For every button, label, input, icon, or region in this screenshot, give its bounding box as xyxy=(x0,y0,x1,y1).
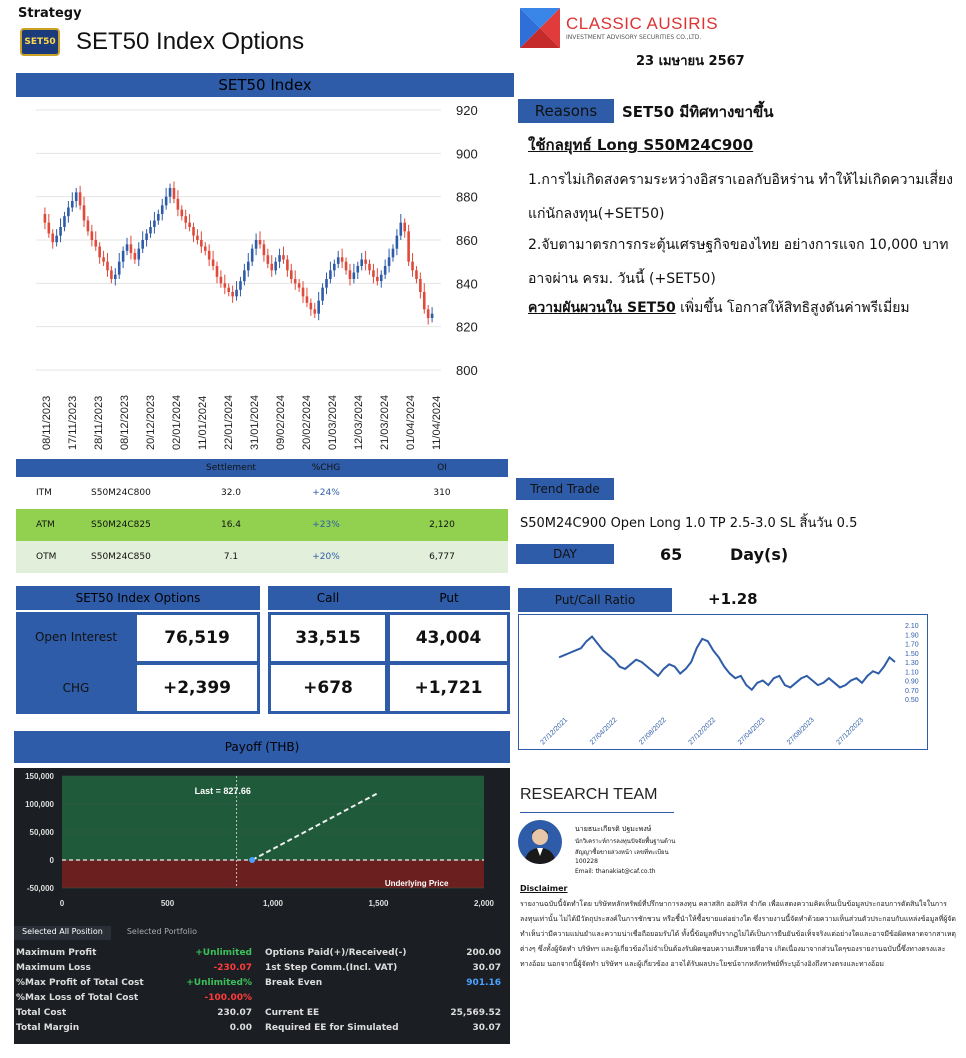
payoff-stat-right-label: Required EE for Simulated xyxy=(265,1023,399,1033)
candle-body xyxy=(302,288,305,297)
y-tick-label: 860 xyxy=(456,233,478,248)
x-tick-label: 11/01/2024 xyxy=(197,395,209,450)
payoff-x-tick: 2,000 xyxy=(473,899,495,908)
candle-body xyxy=(126,244,129,251)
payoff-chart xyxy=(14,768,510,926)
candle-body xyxy=(353,273,356,280)
candle-body xyxy=(407,231,410,261)
candle-body xyxy=(204,247,207,251)
candle-body xyxy=(212,260,215,267)
row-type: OTM xyxy=(36,552,57,562)
reasons-label: Reasons xyxy=(534,102,598,120)
candle-body xyxy=(278,255,281,262)
settlement-header-chg: %CHG xyxy=(311,463,341,473)
candle-body xyxy=(298,283,301,287)
set50-logo-text: SET50 xyxy=(24,37,56,47)
candle-body xyxy=(192,227,195,236)
candle-body xyxy=(380,275,383,282)
oi-label: Open Interest xyxy=(34,630,118,644)
break-even-point xyxy=(249,857,255,863)
payoff-stat-left-value: +Unlimited% xyxy=(186,978,252,988)
payoff-stat-right-row xyxy=(265,1008,501,1023)
tab-selected-all-position[interactable]: Selected All Position xyxy=(14,926,111,940)
candle-body xyxy=(294,279,297,283)
x-tick-label: 02/01/2024 xyxy=(171,394,183,450)
reasons-point-3-bold: ความผันผวนใน SET50 xyxy=(528,300,676,316)
row-oi: 310 xyxy=(433,488,451,498)
candle-body xyxy=(274,262,277,271)
settlement-row-otm xyxy=(16,541,508,573)
oi-call: 33,515 xyxy=(269,613,387,663)
pcr-x-tick: 27/12/2021 xyxy=(539,716,570,747)
pcr-badge xyxy=(518,588,672,612)
settlement-header-row xyxy=(16,459,508,477)
row-type: ITM xyxy=(36,488,52,498)
candle-body xyxy=(227,288,230,292)
x-tick-label: 28/11/2023 xyxy=(93,395,105,450)
candle-body xyxy=(345,262,348,271)
candle-body xyxy=(290,270,293,279)
report-date: 23 เมษายน 2567 xyxy=(636,54,745,69)
payoff-stat-left-label: %Max Loss of Total Cost xyxy=(16,993,139,1003)
candle-body xyxy=(98,247,101,258)
payoff-x-tick: 0 xyxy=(59,899,65,908)
pcr-y-tick: 1.70 xyxy=(905,641,919,649)
candle-body xyxy=(239,281,242,290)
payoff-stat-right-row xyxy=(265,963,501,978)
tab-selected-portfolio[interactable]: Selected Portfolio xyxy=(126,927,197,936)
underlying-price-label: Underlying Price xyxy=(384,879,449,888)
row-chg: +20% xyxy=(312,552,340,562)
payoff-tabs xyxy=(14,926,510,940)
candle-body xyxy=(59,227,62,236)
payoff-stat-left-label: Total Margin xyxy=(16,1023,80,1033)
payoff-y-tick: 150,000 xyxy=(25,772,54,781)
candle-body xyxy=(130,244,133,253)
pcr-value: +1.28 xyxy=(708,590,758,608)
chg-put: +1,721 xyxy=(388,663,509,713)
pcr-y-tick: 1.10 xyxy=(905,669,919,677)
candle-body xyxy=(122,251,125,262)
candle-body xyxy=(310,303,313,310)
candle-body xyxy=(368,264,371,271)
oi-put: 43,004 xyxy=(388,613,509,663)
payoff-stat-left-row xyxy=(16,963,252,978)
candle-body xyxy=(259,240,262,244)
payoff-stat-left-row xyxy=(16,993,252,1008)
analyst-email: Email: thanakiat@caf.co.th xyxy=(575,868,656,875)
payoff-title xyxy=(14,731,510,763)
disclaimer-title: Disclaimer xyxy=(520,884,568,893)
row-series: S50M24C825 xyxy=(91,520,151,530)
options-summary-title xyxy=(16,586,260,610)
payoff-stat-left-row xyxy=(16,1023,252,1038)
candle-body xyxy=(220,277,223,284)
day-badge xyxy=(516,544,614,564)
candle-body xyxy=(427,309,430,318)
payoff-stats-left xyxy=(16,948,252,1038)
payoff-y-tick: 0 xyxy=(49,856,54,865)
research-title: RESEARCH TEAM xyxy=(520,786,658,803)
chg-label: CHG xyxy=(62,681,90,695)
pcr-y-tick: 1.30 xyxy=(905,660,919,667)
pcr-chart xyxy=(518,614,928,750)
candle-body xyxy=(145,234,148,241)
candle-body xyxy=(411,262,414,271)
set50-logo xyxy=(20,28,60,56)
candle-body xyxy=(329,270,332,279)
candle-body xyxy=(188,223,191,227)
row-series: S50M24C850 xyxy=(91,552,151,562)
candle-body xyxy=(134,253,137,260)
page-title: SET50 Index Options xyxy=(76,28,305,55)
trend-trade-text: S50M24C900 Open Long 1.0 TP 2.5-3.0 SL สิ้นวัน 0.5 xyxy=(520,516,858,531)
pcr-y-tick: 1.90 xyxy=(905,632,919,640)
payoff-stat-left-value: 230.07 xyxy=(217,1008,252,1018)
candle-body xyxy=(270,264,273,271)
day-label: DAY xyxy=(553,547,577,561)
payoff-stat-left-value: -230.07 xyxy=(213,963,252,973)
x-tick-label: 08/11/2023 xyxy=(41,395,53,450)
settlement-header-series xyxy=(91,459,186,477)
pcr-x-tick: 27/04/2023 xyxy=(736,716,767,747)
row-chg: +24% xyxy=(312,488,340,498)
pcr-x-tick: 27/04/2022 xyxy=(588,716,619,747)
candle-body xyxy=(55,236,58,243)
disclaimer-text: รายงานฉบับนี้จัดทำโดย บริษัทหลักทรัพย์ที่ปรึกษาการลงทุน คลาสสิก ออสิริส จำกัด เพื่อแสดงความคิดเห็นเป็นข้อมูลประกอบการตัดสินใจในการลงทุนเท่านั้น ไม่ได้มีวัตถุประสงค์ในการชักชวน หรือชี้นำให้ซื้อขายแต่อย่างใด ซึ่งรายงานนี้จัดทำด้วยความเห็นส่วนตัวประกอบกับแหล่งข้อมูลที่ผู้จัดทำเห็นว่ามีความแม่นยำและความน่าเชื่อถือยอมรับได้ ทั้งนี้ข้อมูลที่ปรากฏไม่ได้เป็นการยืนยันข้อเท็จจริงแต่อย่างใดและอาจมีข้อผิดพลาดจากสาเหตุต่างๆ ซึ่งทั้งผู้จัดทำ บริษัทฯ และผู้เกี่ยวข้องไม่จำเป็นต้องรับผิดชอบความเสียหายที่อาจ เกิดเนื่องมาจากส่วนใดๆของรายงานฉบับนี้ซึ่งทางตรงและทางอ้อม นอกจากนี้ผู้จัดทำ บริษัทฯ และผู้เกี่ยวข้อง อาจได้รับผลประโยชน์จากหลักทรัพย์ที่ระบุอ้างอิงถึงทางตรงและทางอ้อม xyxy=(520,900,956,968)
profit-zone xyxy=(62,776,484,860)
candle-body xyxy=(110,270,113,279)
row-settlement: 16.4 xyxy=(220,520,242,530)
candle-body xyxy=(403,223,406,232)
settlement-row-atm xyxy=(16,509,508,541)
payoff-stat-left-label: Maximum Profit xyxy=(16,948,97,958)
row-type: ATM xyxy=(36,520,55,530)
x-tick-label: 01/03/2024 xyxy=(327,394,339,450)
payoff-stat-right-row xyxy=(265,948,501,963)
candle-body xyxy=(118,262,121,275)
pcr-y-tick: 0.70 xyxy=(905,687,919,695)
payoff-stat-right-label: Current EE xyxy=(265,1008,320,1018)
payoff-y-tick: 50,000 xyxy=(29,828,54,837)
payoff-stat-right-value: 30.07 xyxy=(472,1023,501,1033)
reasons-point-1: 1.การไม่เกิดสงครามระหว่างอิสราเอลกับอิหร่าน ทำให้ไม่เกิดความเสี่ยงแก่นักลงทุน(+SET50) xyxy=(528,172,953,222)
candle-body xyxy=(317,301,320,314)
row-chg: +23% xyxy=(312,520,340,530)
pcr-y-tick: 1.50 xyxy=(905,650,919,658)
pcr-y-tick: 0.90 xyxy=(905,678,919,686)
candle-body xyxy=(400,223,403,236)
candle-body xyxy=(114,275,117,279)
payoff-y-tick: 100,000 xyxy=(25,800,54,809)
row-settlement: 7.1 xyxy=(223,552,239,562)
pcr-y-tick: 0.50 xyxy=(905,697,919,704)
pcr-x-tick: 27/08/2023 xyxy=(786,716,816,747)
pcr-x-tick: 27/08/2022 xyxy=(638,716,668,747)
candle-body xyxy=(313,309,316,313)
candle-body xyxy=(392,249,395,258)
reasons-point-3 xyxy=(528,297,958,319)
candle-body xyxy=(341,257,344,261)
oi-total: 76,519 xyxy=(135,613,259,663)
pcr-line xyxy=(559,637,895,690)
candle-body xyxy=(364,260,367,264)
candle-body xyxy=(67,208,70,217)
candle-body xyxy=(388,257,391,266)
y-tick-label: 900 xyxy=(456,146,478,162)
candle-body xyxy=(216,266,219,277)
payoff-stat-right-row xyxy=(265,993,501,1008)
x-tick-label: 11/04/2024 xyxy=(431,395,443,450)
candle-body xyxy=(102,257,105,261)
candle-body xyxy=(87,221,90,232)
candle-body xyxy=(360,260,363,267)
candle-body xyxy=(431,314,434,318)
analyst-line-3: สัญญาซื้อขายล่วงหน้า เลขที่ทะเบียน xyxy=(575,849,669,856)
x-tick-label: 09/02/2024 xyxy=(275,394,287,450)
candle-body xyxy=(83,205,86,220)
candle-body xyxy=(306,296,309,303)
candle-body xyxy=(137,249,140,260)
payoff-stat-left-row xyxy=(16,978,252,993)
strategy-label: Strategy xyxy=(18,6,82,21)
x-tick-label: 22/01/2024 xyxy=(223,394,235,450)
payoff-stat-right-row xyxy=(265,1023,501,1038)
payoff-stat-left-value: -100.00% xyxy=(204,993,252,1003)
analyst-line-4: 100228 xyxy=(575,858,598,865)
options-summary-title-text: SET50 Index Options xyxy=(75,591,201,605)
payoff-stat-left-value: 0.00 xyxy=(229,1023,252,1033)
candle-body xyxy=(235,290,238,297)
payoff-stat-right-value: 25,569.52 xyxy=(450,1008,501,1018)
candle-body xyxy=(419,279,422,292)
candle-body xyxy=(177,199,180,210)
payoff-stat-right-label: Options Paid(+)/Received(-) xyxy=(265,948,407,958)
index-chart xyxy=(16,98,514,458)
candle-body xyxy=(224,283,227,287)
candle-body xyxy=(396,236,399,249)
candle-body xyxy=(149,227,152,234)
candle-body xyxy=(415,270,418,279)
candle-body xyxy=(251,249,254,262)
x-tick-label: 20/02/2024 xyxy=(301,394,313,450)
candle-body xyxy=(48,223,51,234)
payoff-x-tick: 500 xyxy=(160,899,175,908)
y-tick-label: 820 xyxy=(456,319,478,335)
candle-body xyxy=(282,255,285,259)
payoff-stat-right-label: 1st Step Comm.(Incl. VAT) xyxy=(265,963,398,973)
y-tick-label: 880 xyxy=(456,189,478,205)
payoff-stat-left-label: Total Cost xyxy=(16,1008,67,1018)
candle-body xyxy=(79,192,82,205)
candle-body xyxy=(208,251,211,260)
payoff-x-tick: 1,500 xyxy=(368,899,389,908)
reasons-strategy: ใช้กลยุทธ์ Long S50M24C900 xyxy=(528,136,754,154)
settlement-header-oi: OI xyxy=(437,463,447,473)
reasons-point-2: 2.จับตามาตรการกระตุ้นเศรษฐกิจของไทย อย่างการแจก 10,000 บาท อาจผ่าน ครม. วันนี้ (+SET50) xyxy=(528,237,949,287)
x-tick-label: 20/12/2023 xyxy=(145,394,157,450)
candle-body xyxy=(349,270,352,279)
call-header-text: Call xyxy=(316,591,340,605)
x-tick-label: 17/11/2023 xyxy=(67,395,79,450)
candle-body xyxy=(153,221,156,228)
candle-body xyxy=(286,260,289,271)
chg-call: +678 xyxy=(269,663,387,713)
candle-body xyxy=(180,210,183,217)
candle-body xyxy=(263,244,266,255)
x-tick-label: 21/03/2024 xyxy=(379,394,391,450)
payoff-stat-right-row xyxy=(265,978,501,993)
y-tick-label: 800 xyxy=(456,363,478,378)
analyst-name: นายธนะเกียรติ ปฐมะพงษ์ xyxy=(575,825,652,833)
chg-total: +2,399 xyxy=(135,663,259,713)
candle-body xyxy=(44,214,47,223)
put-header xyxy=(388,586,510,610)
call-header xyxy=(268,586,388,610)
analyst-line-2: นักวิเคราะห์การลงทุนปัจจัยพื้นฐานด้าน xyxy=(575,838,676,845)
candle-body xyxy=(325,279,328,288)
payoff-stat-left-value: +Unlimited xyxy=(195,948,252,958)
reasons-headline: SET50 มีทิศทางขาขึ้น xyxy=(622,103,774,121)
payoff-stat-right-value: 200.00 xyxy=(466,948,501,958)
payoff-stats-right xyxy=(265,948,501,1038)
day-unit: Day(s) xyxy=(730,545,789,564)
candle-body xyxy=(247,262,250,271)
x-tick-label: 31/01/2024 xyxy=(249,394,261,450)
candle-body xyxy=(184,216,187,223)
pcr-x-tick: 27/12/2022 xyxy=(687,716,718,747)
candle-body xyxy=(372,270,375,277)
candle-body xyxy=(165,197,168,206)
brand-logo-icon xyxy=(520,8,560,48)
candle-body xyxy=(173,188,176,199)
payoff-stat-right-value: 901.16 xyxy=(466,978,501,988)
candle-body xyxy=(255,240,258,249)
candle-body xyxy=(321,288,324,301)
brand-name: CLASSIC AUSIRIS xyxy=(566,14,719,33)
candle-body xyxy=(200,240,203,247)
pcr-x-tick: 27/12/2023 xyxy=(835,716,866,747)
x-tick-label: 08/12/2023 xyxy=(119,394,131,450)
x-tick-label: 12/03/2024 xyxy=(353,394,365,450)
payoff-x-tick: 1,000 xyxy=(262,899,284,908)
settlement-header-settlement: Settlement xyxy=(206,463,256,473)
candle-body xyxy=(243,270,246,281)
put-header-text: Put xyxy=(439,591,459,605)
analyst-avatar xyxy=(518,820,562,864)
reasons-point-3-rest: เพิ่มขึ้น โอกาสให้สิทธิสูงดันค่าพรีเมี่ยม xyxy=(675,300,910,316)
candle-body xyxy=(356,266,359,273)
settlement-table xyxy=(16,459,508,573)
payoff-y-tick: -50,000 xyxy=(26,884,54,893)
candle-body xyxy=(384,266,387,275)
research-underline xyxy=(520,812,674,813)
payoff-stat-left-row xyxy=(16,948,252,963)
x-tick-label: 01/04/2024 xyxy=(405,394,417,450)
row-oi: 6,777 xyxy=(429,552,455,562)
pcr-y-tick: 2.10 xyxy=(905,623,919,630)
index-chart-title-text: SET50 Index xyxy=(218,76,312,94)
candle-body xyxy=(376,277,379,281)
candle-body xyxy=(94,240,97,247)
payoff-title-text: Payoff (THB) xyxy=(224,740,300,754)
candle-body xyxy=(231,292,234,296)
candle-body xyxy=(106,262,109,271)
candle-body xyxy=(157,214,160,221)
candle-body xyxy=(423,292,426,309)
row-series: S50M24C800 xyxy=(91,488,151,498)
pcr-label: Put/Call Ratio xyxy=(554,593,636,607)
y-tick-label: 840 xyxy=(456,276,478,292)
payoff-stat-right-value: 30.07 xyxy=(472,963,501,973)
settlement-row-itm xyxy=(16,477,508,509)
index-chart-title xyxy=(16,73,514,97)
last-price-label: Last = 827.66 xyxy=(194,786,251,796)
candle-body xyxy=(161,205,164,214)
candle-body xyxy=(196,236,199,240)
row-oi: 2,120 xyxy=(429,520,455,530)
payoff-stat-right-label: Break Even xyxy=(265,978,323,988)
row-settlement: 32.0 xyxy=(220,488,242,498)
day-value: 65 xyxy=(660,545,683,564)
candle-body xyxy=(267,255,270,264)
brand-subtitle: INVESTMENT ADVISORY SECURITIES CO.,LTD. xyxy=(566,34,702,41)
payoff-stat-left-label: Maximum Loss xyxy=(16,963,91,973)
candle-body xyxy=(169,188,172,197)
reasons-badge xyxy=(518,99,614,123)
candle-body xyxy=(63,216,66,227)
candle-body xyxy=(337,257,340,264)
candle-body xyxy=(75,192,78,201)
payoff-stat-left-label: %Max Profit of Total Cost xyxy=(16,978,144,988)
payoff-stat-left-row xyxy=(16,1008,252,1023)
candle-body xyxy=(71,201,74,208)
trend-trade-label: Trend Trade xyxy=(530,482,600,496)
settlement-header-type xyxy=(16,459,91,477)
candle-body xyxy=(141,240,144,249)
y-tick-label: 920 xyxy=(456,103,478,118)
candle-body xyxy=(51,234,54,243)
trend-trade-badge xyxy=(516,478,614,500)
candle-body xyxy=(333,264,336,271)
candle-body xyxy=(91,231,94,240)
